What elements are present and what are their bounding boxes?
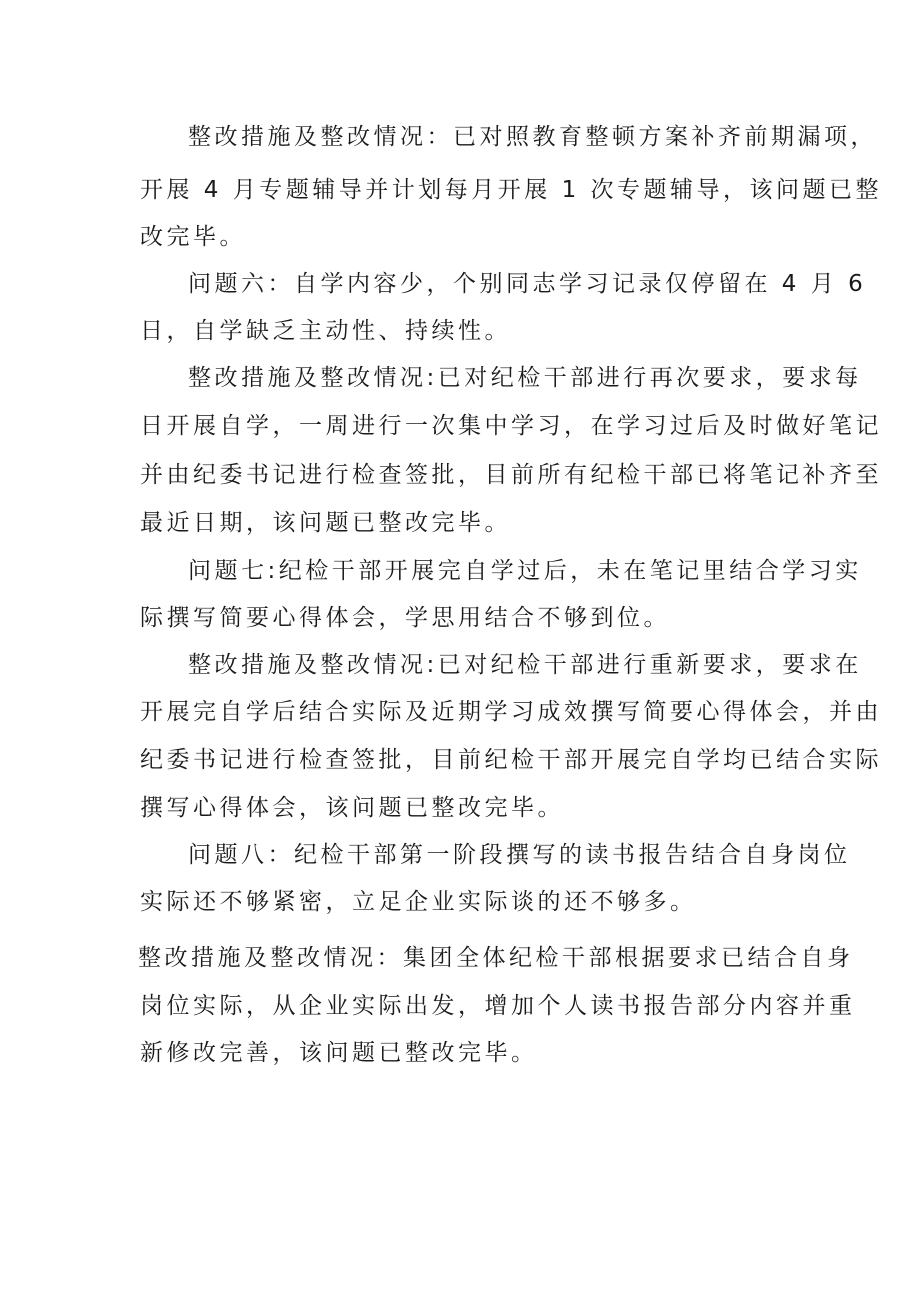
paragraph-2-line-2: 日，自学缺乏主动性、持续性。 [140,318,511,344]
paragraph-4-line-1: 问题七:纪检干部开展完自学过后，未在笔记里结合学习实 [188,558,862,584]
paragraph-7-line-1: 整改措施及整改情况：集团全体纪检干部根据要求已结合自身 [138,945,854,971]
paragraph-5-line-2: 开展完自学后结合实际及近期学习成效撰写简要心得体会，并由 [140,699,882,725]
paragraph-7-line-2: 岗位实际，从企业实际出发，增加个人读书报告部分内容并重 [140,993,856,1019]
paragraph-7-line-3: 新修改完善，该问题已整改完毕。 [140,1040,538,1066]
paragraph-5-line-4: 撰写心得体会，该问题已整改完毕。 [140,795,564,821]
paragraph-5-line-3: 纪委书记进行检查签批，目前纪检干部开展完自学均已结合实际 [140,747,882,773]
paragraph-3-line-1: 整改措施及整改情况:已对纪检干部进行再次要求，要求每 [188,365,862,391]
paragraph-1-line-3: 改完毕。 [140,224,246,250]
paragraph-5-line-1: 整改措施及整改情况:已对纪检干部进行重新要求，要求在 [188,652,862,678]
paragraph-6-line-2: 实际还不够紧密，立足企业实际谈的还不够多。 [140,889,697,915]
paragraph-3-line-4: 最近日期，该问题已整改完毕。 [140,510,511,536]
paragraph-3-line-3: 并由纪委书记进行检查签批，目前所有纪检干部已将笔记补齐至 [140,462,882,488]
paragraph-2-line-1: 问题六：自学内容少，个别同志学习记录仅停留在 4 月 6 [188,271,867,297]
paragraph-1-line-2: 开展 4 月专题辅导并计划每月开展 1 次专题辅导，该问题已整 [140,177,883,203]
paragraph-6-line-1: 问题八：纪检干部第一阶段撰写的读书报告结合自身岗位 [188,842,851,868]
paragraph-3-line-2: 日开展自学，一周进行一次集中学习，在学习过后及时做好笔记 [140,413,882,439]
paragraph-4-line-2: 际撰写简要心得体会，学思用结合不够到位。 [140,605,670,631]
paragraph-1-line-1: 整改措施及整改情况：已对照教育整顿方案补齐前期漏项， [188,124,877,150]
